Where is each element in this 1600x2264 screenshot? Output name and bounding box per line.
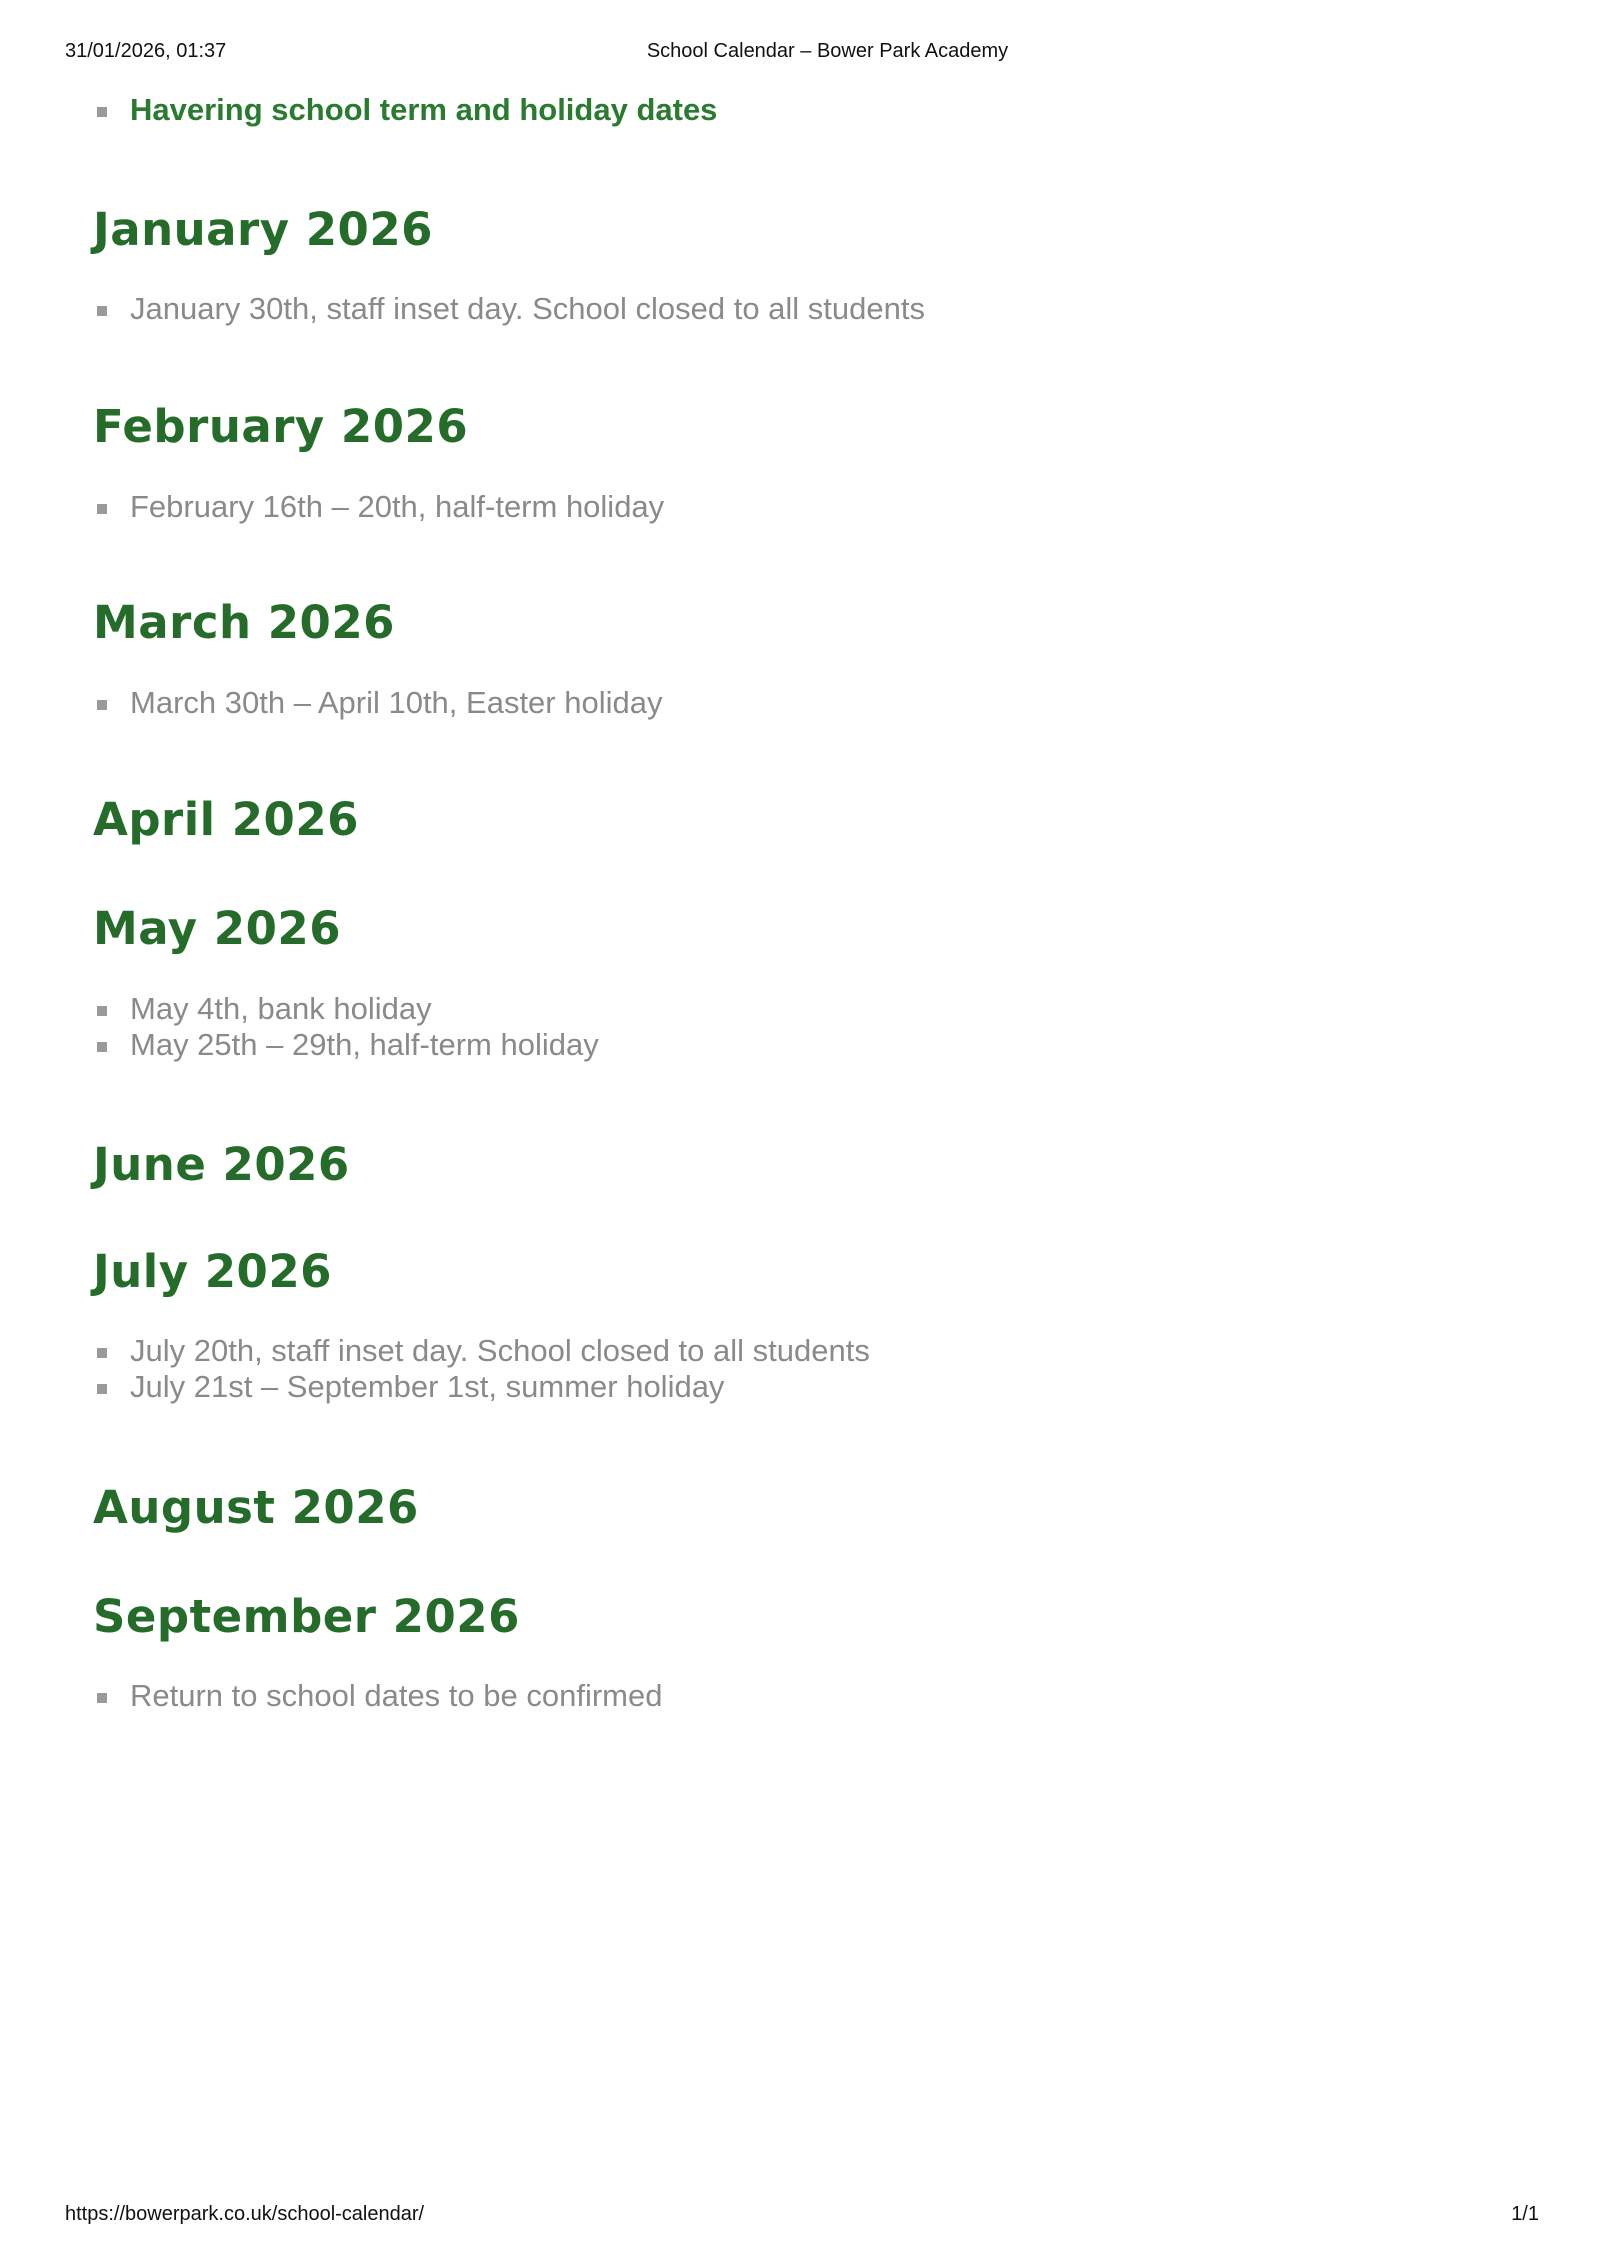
list-item: [0, 92, 717, 128]
list-item: July 20th, staff inset day. School closed to all students: [0, 1333, 870, 1369]
print-header: [0, 40, 1600, 70]
month-heading-july: July 2026: [93, 1245, 332, 1298]
month-heading-january: January 2026: [93, 203, 433, 256]
month-heading-march: March 2026: [93, 596, 395, 649]
month-list-july: [0, 1333, 870, 1405]
list-item: March 30th – April 10th, Easter holiday: [0, 685, 662, 721]
document-title: School Calendar – Bower Park Academy: [646, 40, 1009, 62]
page-url: https://bowerpark.co.uk/school-calendar/: [65, 2203, 425, 2225]
havering-term-dates-link[interactable]: Havering school term and holiday dates: [130, 92, 718, 127]
list-item: July 21st – September 1st, summer holiday: [0, 1369, 870, 1405]
list-item: January 30th, staff inset day. School closed to all students: [0, 291, 925, 327]
print-timestamp: 31/01/2026, 01:37: [65, 40, 227, 62]
list-item: February 16th – 20th, half-term holiday: [0, 489, 664, 525]
list-item: Return to school dates to be confirmed: [0, 1678, 662, 1714]
month-heading-september: September 2026: [93, 1590, 520, 1643]
month-heading-february: February 2026: [93, 400, 469, 453]
month-heading-august: August 2026: [93, 1481, 419, 1534]
month-list-january: [0, 291, 925, 327]
list-item: May 4th, bank holiday: [0, 991, 599, 1027]
top-link-list: [0, 92, 717, 128]
month-list-september: [0, 1678, 662, 1714]
month-list-march: [0, 685, 662, 721]
month-heading-may: May 2026: [93, 902, 342, 955]
month-list-may: [0, 991, 599, 1063]
list-item: May 25th – 29th, half-term holiday: [0, 1027, 599, 1063]
month-heading-april: April 2026: [93, 793, 359, 846]
month-heading-june: June 2026: [93, 1138, 350, 1191]
page-number: 1/1: [1511, 2203, 1539, 2225]
month-list-february: [0, 489, 664, 525]
